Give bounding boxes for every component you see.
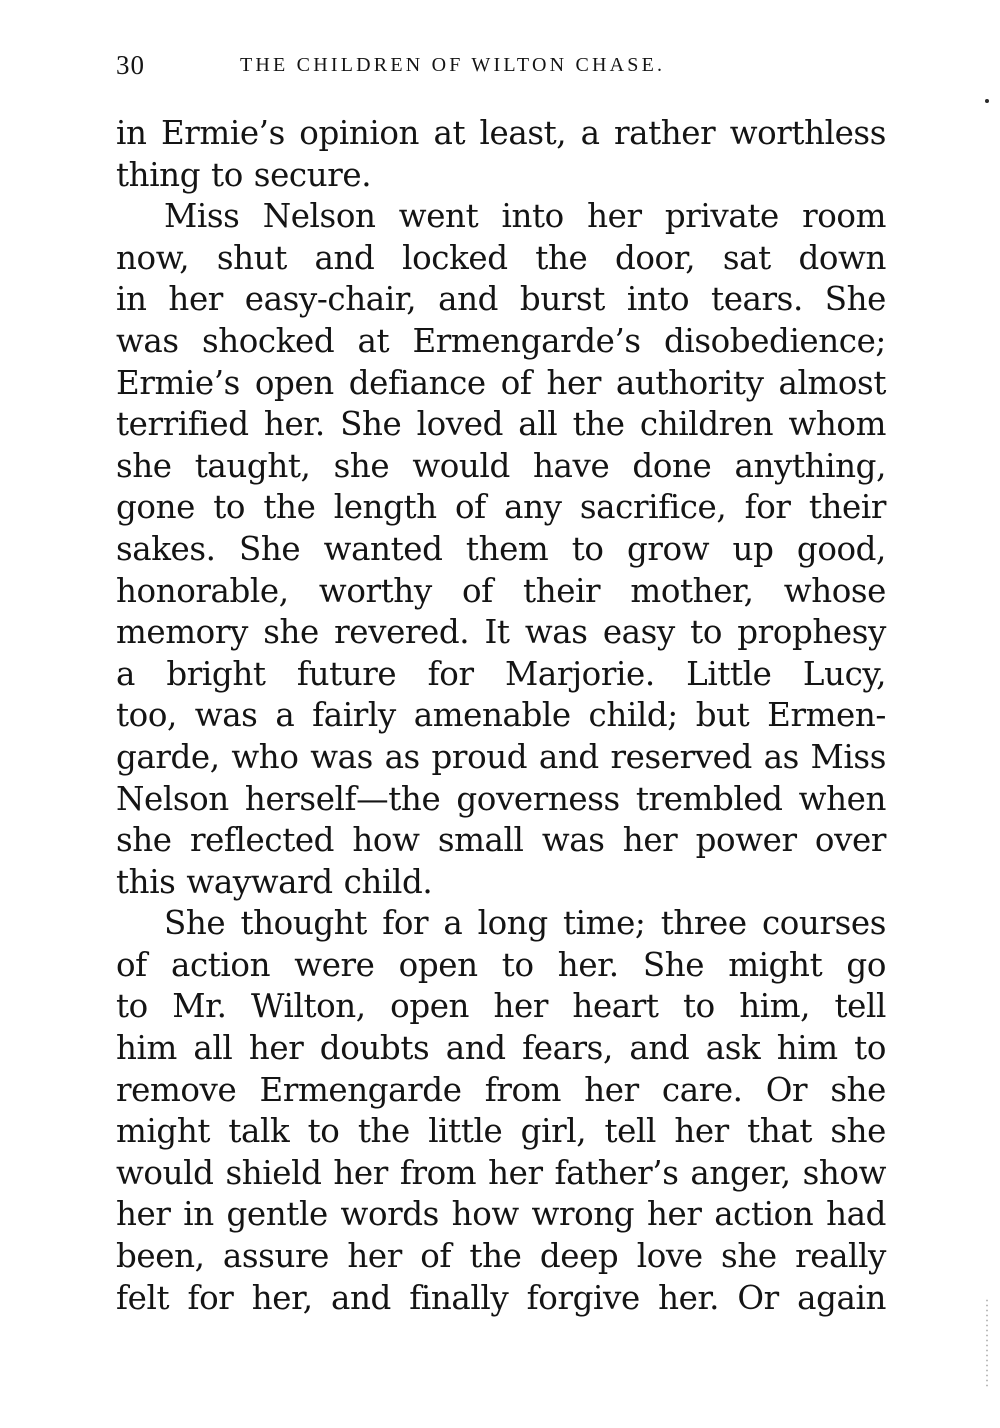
text-line: she taught, she would have done anything,	[116, 446, 886, 485]
page-edge-texture	[986, 1298, 988, 1388]
text-line: him all her doubts and fears, and ask him to	[116, 1029, 886, 1068]
text-line: She thought for a long time; three courses	[164, 904, 886, 943]
body-text	[116, 113, 886, 1319]
text-line: been, assure her of the deep love she really	[116, 1237, 886, 1276]
text-line: of action were open to her. She might go	[116, 945, 886, 984]
text-line: in Ermie’s opinion at least, a rather worthless	[116, 114, 886, 152]
text-line: would shield her from her father’s anger, show	[116, 1153, 886, 1192]
text-line: too, was a fairly amenable child; but Ermen-	[116, 696, 886, 735]
text-line: this wayward child.	[116, 862, 433, 901]
text-line: Ermie’s open defiance of her authority almost	[116, 363, 886, 402]
text-line: honorable, worthy of their mother, whose	[116, 571, 886, 610]
paragraph-1	[116, 113, 886, 196]
text-line: to Mr. Wilton, open her heart to him, tell	[116, 987, 886, 1026]
page-number: 30	[116, 50, 145, 80]
text-line: garde, who was as proud and reserved as Miss	[116, 737, 886, 776]
running-title: THE CHILDREN OF WILTON CHASE.	[240, 54, 666, 76]
text-line: Nelson herself—the governess trembled when	[116, 779, 886, 818]
text-line: she reflected how small was her power over	[116, 821, 886, 860]
text-line: might talk to the little girl, tell her that she	[116, 1112, 886, 1151]
running-head	[116, 48, 886, 82]
paragraph-3	[116, 903, 886, 1319]
text-line: remove Ermengarde from her care. Or she	[116, 1070, 886, 1109]
text-line: gone to the length of any sacrifice, for their	[116, 488, 886, 527]
text-line: thing to secure.	[116, 155, 372, 194]
text-line: in her easy-chair, and burst into tears. She	[116, 280, 886, 319]
text-line: terrified her. She loved all the children whom	[116, 405, 886, 444]
text-line: felt for her, and finally forgive her. Or again	[116, 1278, 886, 1317]
paragraph-2	[116, 196, 886, 903]
text-line: Miss Nelson went into her private room	[164, 197, 886, 236]
text-line: a bright future for Marjorie. Little Lucy,	[116, 654, 886, 693]
text-line: now, shut and locked the door, sat down	[116, 238, 886, 277]
text-line: her in gentle words how wrong her action had	[116, 1195, 886, 1234]
text-line: was shocked at Ermengarde’s disobedience;	[116, 321, 886, 360]
text-line: sakes. She wanted them to grow up good,	[116, 529, 886, 568]
ink-speck	[985, 99, 989, 103]
text-line: memory she revered. It was easy to prophesy	[116, 613, 886, 652]
